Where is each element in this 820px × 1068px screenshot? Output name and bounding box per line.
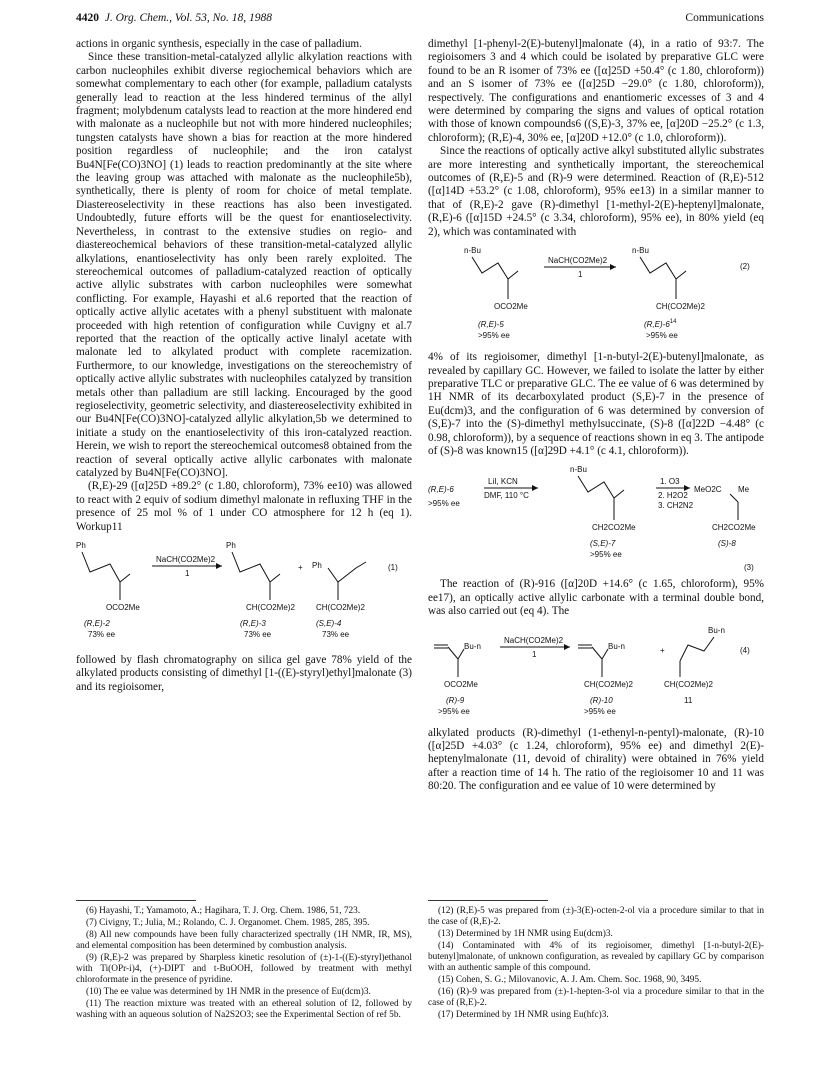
eq1-plus: + [298, 563, 303, 573]
eq4-p1-label: (R)-10 [590, 695, 613, 705]
eq3-prod-methyl: Me [738, 485, 750, 495]
eq3-mid-bonds [578, 476, 614, 498]
footnote: (11) The reaction mixture was treated with an ethereal solution of I2, followed by washing with an aqueous solution of Na2S2O3; see the Experimental Section of ref 5b. [76, 999, 412, 1020]
eq1-number: (1) [388, 563, 398, 573]
eq3-step-3: 3. CH2N2 [658, 501, 694, 511]
paragraph: Since these transition-metal-catalyzed allylic alkylation reactions with carbon nucleophiles exhibit diverse regiochemical behaviors which are somewhat complementary to each other (for example, palladium catalysts generally lead to reaction at the less hindered terminus of the allyl fragment; molybdenum catalysts lead to reaction at the more hindered end with malonate as a nucleophile but not with more hindered nucleophiles; tungsten catalysts have shown a bias for reaction at the more hindered position regardless of nucleophile; and the iron catalyst Bu4N[Fe(CO)3NO] (1) leads to reaction predominantly at the site where the leaving group was attached with malonate as the nucleophile5b), synthetically, there is plenty of room for choice of metal template. Diastereoselectivity in these reactions has also been investigated. Undoubtedly, future efforts will be the quest for enantioselectivity. Nevertheless, in contrast to the extensive studies on regio- and diastereochemical behaviors of these transition-metal-catalyzed allylic alkylations, enantioselectivity has only been rarely exploited. The stereochemical outcomes of palladium-catalyzed reaction of optically active allylic substrates with carbon nucleophiles were somewhat conflicting. For example, Hayashi et al.6 reported that the reaction of optically active allylic acetates with a phenyl substituent with malonate proceeded with high retention of configuration while Cuvigny et al.7 reported that the reaction of the optically active linalyl acetate with malonate led to alkylated product with complete racemization. Furthermore, to our knowledge, investigations on the stereochemistry of optically active allylic substrates with nucleophiles catalyzed by transition metals other than palladium are still lacking. Encouraged by the good regioselectivity, geometric selectivity, and diastereoselectivity exhibited in our Bu4N[Fe(CO)3NO]-catalyzed allylic alkylation,5b we determined to initiate a study on the enantioselectivity of this iron-catalyzed reaction. Herein, we wish to report the stereochemical outcomes8 obtained from the reaction of several optically active allylic carbonates with malonate catalyzed by Bu4N[Fe(CO)3NO]. [76, 51, 412, 479]
eq3-mid-group: CH2CO2Me [592, 523, 636, 533]
right-footnotes [428, 906, 764, 1022]
eq4-p2-label: 11 [684, 695, 693, 705]
eq2-number: (2) [740, 262, 750, 272]
footnote: (6) Hayashi, T.; Yamamoto, A.; Hagihara, T. J. Org. Chem. 1986, 51, 723. [86, 906, 361, 916]
eq1-p2-label: (S,E)-4 [316, 619, 342, 629]
eq1-p2-substituent: Ph [312, 561, 322, 571]
eq2-arrowhead [610, 264, 616, 270]
equation-2-structures [428, 243, 764, 347]
equation-1-structures [76, 538, 412, 650]
eq2-sm-substituent: n-Bu [464, 246, 481, 256]
eq1-p1-methyl-bond [270, 574, 280, 582]
eq2-reagent: NaCH(CO2Me)2 [548, 256, 608, 266]
eq4-p1-bond [592, 647, 602, 659]
footnote-rule [428, 900, 548, 901]
eq1-arrowhead [216, 563, 222, 569]
footnote: (16) (R)-9 was prepared from (±)-1-hepten-3-ol via a procedure similar to that in the case of (R,E)-2. [428, 987, 764, 1008]
paragraph: The reaction of (R)-916 ([α]20D +14.6° (c 1.65, chloroform), 95% ee17), an optically active allylic carbonate with a terminal double bond, was also carried out (eq 4). The [428, 578, 764, 618]
eq1-p1-substituent: Ph [226, 541, 236, 551]
eq2-p-label: (R,E)-6 [644, 320, 670, 330]
eq4-plus: + [660, 645, 665, 655]
eq3-reagent-1: LiI, KCN [488, 477, 518, 487]
footnote: (7) Civigny, T.; Julia, M.; Rolando, C. J. Organomet. Chem. 1985, 285, 395. [86, 918, 370, 928]
eq4-p2-substituent: Bu-n [708, 625, 725, 635]
equation-1-scheme [76, 538, 412, 650]
equation-3-structures [428, 462, 764, 574]
eq3-sm-ee: >95% ee [428, 499, 460, 509]
footnote: (17) Determined by 1H NMR using Eu(hfc)3. [438, 1010, 609, 1020]
eq1-sm-methyl-bond [120, 574, 130, 582]
eq2-sm-bonds [472, 257, 508, 279]
eq4-number: (4) [740, 645, 750, 655]
eq4-reagent: NaCH(CO2Me)2 [504, 635, 564, 645]
left-column [76, 38, 412, 694]
eq2-p-ref: 14 [669, 319, 677, 326]
footnote: (10) The ee value was determined by 1H NMR in the presence of Eu(dcm)3. [86, 987, 371, 997]
footnote: (8) All new compounds have been fully characterized spectrally (1H NMR, IR, MS), and elemental composition has been determined by combustion analysis. [76, 930, 412, 951]
section-title: Communications [685, 12, 764, 24]
eq1-reagent: NaCH(CO2Me)2 [156, 555, 216, 565]
eq2-p-label-wrap [644, 319, 677, 329]
journal-citation: J. Org. Chem., Vol. 53, No. 18, 1988 [104, 12, 273, 24]
eq1-p2-ee: 73% ee [322, 630, 350, 640]
eq3-sm-label: (R,E)-6 [428, 485, 454, 495]
eq1-p1-group: CH(CO2Me)2 [246, 603, 295, 613]
eq4-p2-bonds [680, 637, 714, 661]
footnote-rule [76, 900, 196, 901]
eq3-prod-bond-1 [730, 494, 738, 502]
eq1-sm-ee: 73% ee [88, 630, 116, 640]
eq4-sm-group: OCO2Me [444, 679, 478, 689]
eq2-p-substituent: n-Bu [632, 246, 649, 256]
footnote: (13) Determined by 1H NMR using Eu(dcm)3. [438, 929, 613, 939]
right-column [428, 38, 764, 794]
eq2-p-methyl-bond [676, 271, 686, 279]
eq2-p-bonds [640, 257, 676, 279]
eq3-mid-label: (S,E)-7 [590, 539, 616, 549]
footnote: (9) (R,E)-2 was prepared by Sharpless kinetic resolution of (±)-1-((E)-styryl)ethanol with Ti(OPr-i)4, (+)-DIPT and t-BuOOH, followed by treatment with methyl chloroformate in the presence of pyridine. [76, 953, 412, 985]
header-left [76, 12, 272, 24]
eq1-catalyst: 1 [185, 569, 190, 579]
equation-4-structures [428, 623, 764, 723]
page-header [76, 12, 764, 32]
equation-3-scheme [428, 462, 764, 574]
eq3-prod-group: CH2CO2Me [712, 523, 756, 533]
paragraph: actions in organic synthesis, especially in the case of palladium. [76, 38, 362, 50]
eq1-p2-bonds [328, 562, 366, 582]
eq3-arrowhead-1 [532, 485, 538, 491]
eq1-p1-label: (R,E)-3 [240, 619, 266, 629]
eq3-mid-methyl-bond [614, 490, 624, 498]
footnote: (12) (R,E)-5 was prepared from (±)-3(E)-octen-2-ol via a procedure similar to that in the case of (R,E)-2. [428, 906, 764, 927]
paragraph: (R,E)-29 ([α]25D +89.2° (c 1.80, chloroform), 73% ee10) was allowed to react with 2 equiv of sodium dimethyl malonate in refluxing THF in the presence of 25 mol % of 1 under CO atmosphere for 12 h (eq 1). Workup11 [76, 480, 412, 533]
eq2-sm-ee: >95% ee [478, 331, 510, 341]
eq1-sm-label: (R,E)-2 [84, 619, 110, 629]
paragraph: followed by flash chromatography on silica gel gave 78% yield of the alkylated products consisting of dimethyl [1-((E)-styryl)ethyl]malonate (3) and its regioisomer, [76, 654, 412, 693]
eq4-sm-substituent: Bu-n [464, 641, 481, 651]
eq3-mid-ee: >95% ee [590, 550, 622, 560]
eq4-p2-group: CH(CO2Me)2 [664, 679, 713, 689]
eq3-reagent-2: DMF, 110 °C [484, 491, 529, 501]
eq1-p1-ee: 73% ee [244, 630, 272, 640]
eq2-catalyst: 1 [578, 270, 583, 280]
paragraph: Since the reactions of optically active alkyl substituted allylic substrates are more interesting and synthetically important, the stereochemical outcomes of (R,E)-5 and (R)-9 were determined. Reaction of (R,E)-512 ([α]14D +53.2° (c 1.08, chloroform), 95% ee13) in a similar manner to that of (R,E)-2 gave (R)-dimethyl [1-methyl-2(E)-heptenyl]malonate, (R,E)-6 ([α]15D +24.5° (c 3.34, chloroform), 95% ee), in 80% yield (eq 2), which was contaminated with [428, 145, 764, 238]
eq2-p-ee: >95% ee [646, 331, 678, 341]
paragraph: alkylated products (R)-dimethyl (1-ethenyl-n-pentyl)-malonate, (R)-10 ([α]25D +4.03° (c 1.24, chloroform), 95% ee) and dimethyl 2(E)-heptenylmalonate (11, devoid of chirality) were obtained in 76% yield after a reaction time of 14 h. The ratio of the regioisomer 10 and 11 was 80:20. The configuration and ee value of 10 were determined by [428, 726, 764, 793]
eq4-p1-substituent: Bu-n [608, 641, 625, 651]
eq1-p1-bonds [232, 552, 270, 582]
eq1-sm-bonds [82, 552, 120, 582]
equation-4-scheme [428, 623, 764, 723]
paragraph: dimethyl [1-phenyl-2(E)-butenyl]malonate (4), in a ratio of 93:7. The regioisomers 3 and 4 which could be isolated by preparative GLC were found to be an R isomer of 73% ee ([α]25D +50.4° (c 1.80, chloroform)) and an S isomer of 73% ee ([α]25D −29.0° (c 1.80, chloroform)), respectively. The configurations and enantiomeric excesses of 3 and 4 were determined by comparing the signs and values of optical rotation with those of known compounds6 ((S,E)-3, 37% ee, [α]20D −25.2° (c 1.3, chloroform); (R,E)-4, 30% ee, [α]20D +12.0° (c 1.0, chloroform)). [428, 38, 764, 144]
eq4-p1-group: CH(CO2Me)2 [584, 679, 633, 689]
paragraph: 4% of its regioisomer, dimethyl [1-n-butyl-2(E)-butenyl]malonate, as revealed by capillary GC. However, we failed to isolate the latter by either preparative TLC or preparative GLC. The ee value of 6 was determined by 1H NMR of its decarboxylated product (S,E)-7 in the presence of Eu(dcm)3, and the configuration of 6 was determined by conversion of (S,E)-7 into the (S)-dimethyl methylsuccinate, (S)-8 ([α]22D −4.48° (c 0.98, chloroform)), by a sequence of reactions shown in eq 3. The antipode of (S)-8 was known15 ([α]29D +4.1° (c 4.1, chloroform)). [428, 351, 764, 457]
eq4-sm-bond [448, 647, 458, 659]
equation-2-scheme [428, 243, 764, 347]
eq4-arrowhead [564, 644, 570, 650]
left-footnotes [76, 906, 412, 1022]
page-number: 4420 [76, 12, 99, 24]
eq4-catalyst: 1 [532, 649, 537, 659]
eq1-p2-group: CH(CO2Me)2 [316, 603, 365, 613]
eq4-sm-label: (R)-9 [446, 695, 465, 705]
eq2-sm-group: OCO2Me [494, 302, 528, 312]
eq1-sm-group: OCO2Me [106, 603, 140, 613]
eq3-prod-label: (S)-8 [718, 539, 736, 549]
eq1-sm-substituent: Ph [76, 541, 86, 551]
eq3-prod-ester: MeO2C [694, 485, 722, 495]
eq4-p1-ee: >95% ee [584, 706, 616, 716]
footnote: (15) Cohen, S. G.; Milovanovic, A. J. Am. Chem. Soc. 1968, 90, 3495. [438, 975, 702, 985]
eq3-step-1: 1. O3 [660, 477, 680, 487]
eq2-sm-methyl-bond [508, 271, 518, 279]
eq2-p-group: CH(CO2Me)2 [656, 302, 705, 312]
eq3-number: (3) [744, 563, 754, 573]
eq3-mid-substituent: n-Bu [570, 465, 587, 475]
eq3-step-2: 2. H2O2 [658, 491, 688, 501]
eq4-sm-ee: >95% ee [438, 706, 470, 716]
footnote: (14) Contaminated with 4% of its regioisomer, dimethyl [1-n-butyl-2(E)-butenyl]malonate, of unknown configuration, as revealed by capillary GC by comparison with an authentic sample of this compound. [428, 941, 764, 973]
eq2-sm-label: (R,E)-5 [478, 320, 504, 330]
